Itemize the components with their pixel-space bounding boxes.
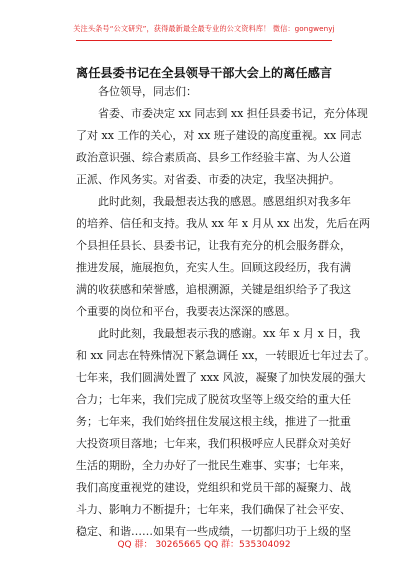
- body-line: 此时此刻，我最想表达我的感恩。感恩组织对我多年: [98, 195, 351, 208]
- body-line: 生活的期盼，全力办好了一批民生难事、实事；七年来，: [76, 459, 351, 472]
- body-line: 各位领导，同志们：: [98, 85, 197, 98]
- body-line: 斗力、影响力不断提升；七年来，我们确保了社会平安、: [76, 503, 351, 516]
- body-line: 务；七年来，我们始终扭住发展这根主线，推进了一批重: [76, 415, 351, 428]
- document-body: [76, 81, 376, 543]
- body-line: 了对 xx 工作的关心，对 xx 班子建设的高度重视。xx 同志: [76, 129, 362, 142]
- body-line: 满的收获感和荣誉感，追根溯源，关键是组织给予了我这: [76, 283, 351, 296]
- body-line: 政治意识强、综合素质高、县乡工作经验丰富、为人公道: [76, 151, 351, 164]
- body-line: 省委、市委决定 xx 同志到 xx 担任县委书记，充分体现: [98, 107, 368, 120]
- body-line: 此时此刻，我最想表示我的感谢。xx 年 x 月 x 日，我: [98, 327, 361, 340]
- body-line: 个重要的岗位和平台，我要表达深深的感恩。: [76, 305, 296, 318]
- body-line: 正派、作风务实。对省委、市委的决定，我坚决拥护。: [76, 173, 340, 186]
- footer-contact: QQ 群： 30265665 QQ 群：535304092: [117, 540, 291, 550]
- body-line: 合力；七年来，我们完成了脱贫攻坚等上级交给的重大任: [76, 393, 351, 406]
- document-title: 离任县委书记在全县领导干部大会上的离任感言: [76, 66, 332, 80]
- body-line: 和 xx 同志在特殊情况下紧急调任 xx，一转眼近七年过去了。: [76, 349, 376, 362]
- header-divider: [76, 40, 332, 41]
- body-line: 稳定、和谐……如果有一些成绩，一切都归功于上级的坚: [76, 525, 351, 538]
- body-line: 推进发展，施展抱负，充实人生。回顾这段经历，我有满: [76, 261, 351, 274]
- body-line: 个县担任县长、县委书记，让我有充分的机会服务群众，: [76, 239, 351, 252]
- body-line: 大投资项目落地；七年来，我们积极呼应人民群众对美好: [76, 437, 351, 450]
- body-line: 我们高度重视党的建设，党组织和党员干部的凝聚力、战: [76, 481, 351, 494]
- body-line: 七年来，我们圆满处置了 xxx 风波，凝聚了加快发展的强大: [76, 371, 366, 384]
- body-line: 的培养、信任和支持。我从 xx 年 x 月从 xx 出发，先后在两: [76, 217, 370, 230]
- header-banner: 关注头条号“公文研究”，获得最新最全最专业的公文资料库！ 微信：gongwenyj: [73, 24, 335, 33]
